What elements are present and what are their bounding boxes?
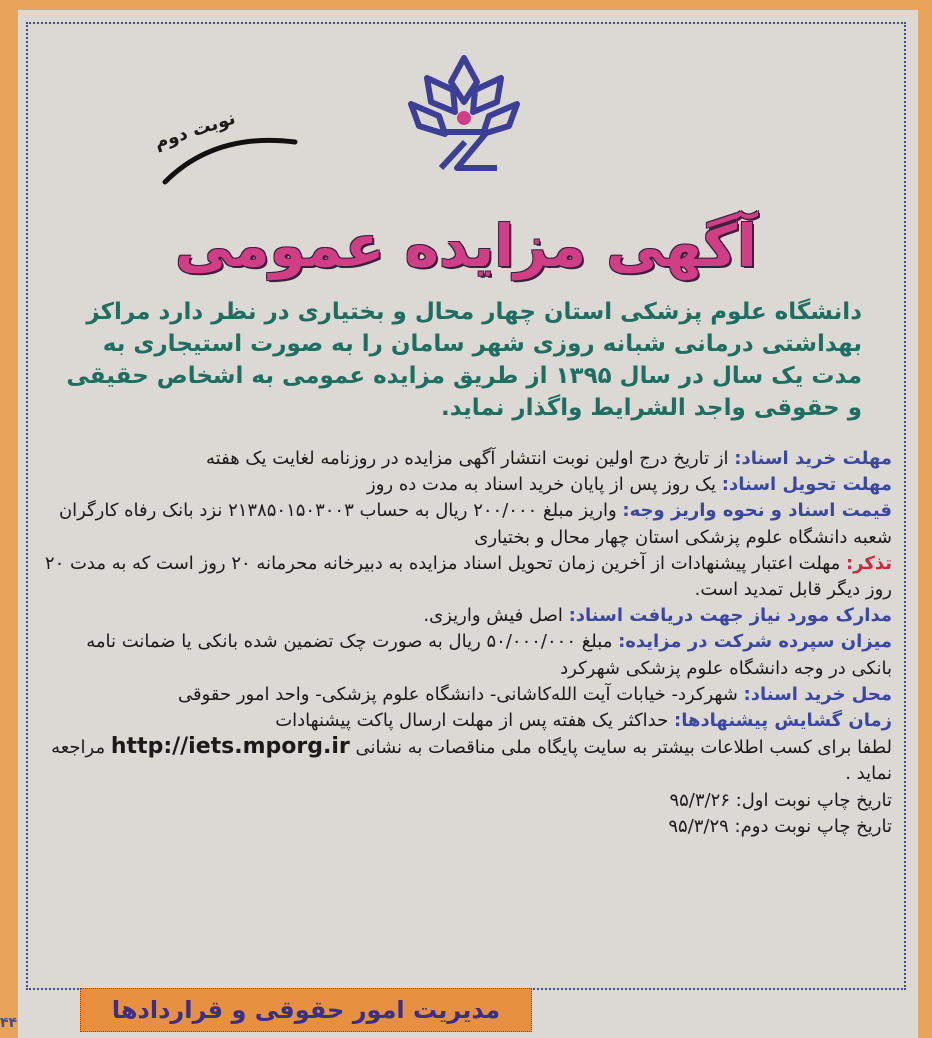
info-row	[42, 734, 892, 787]
reminder-row	[42, 551, 892, 603]
price-text: واریز مبلغ ۲۰۰/۰۰۰ ریال به حساب ۲۱۳۸۵۰۱۵۰۳۰۰۳ نزد بانک رفاه کارگران شعبه دانشگاه علوم پزشکی استان چهار محال و بختیاری	[58, 500, 892, 548]
page-title: آگهی مزایده عمومی	[175, 212, 757, 280]
footer-signature: مدیریت امور حقوقی و قراردادها	[80, 988, 532, 1032]
deposit-row	[42, 629, 892, 681]
round-label: نوبت دوم	[151, 107, 238, 154]
print-date-1: تاریخ چاپ نوبت اول: ۹۵/۳/۲۶	[669, 789, 892, 811]
price-row	[42, 498, 892, 550]
info-text: لطفا برای کسب اطلاعات بیشتر به سایت پایگاه ملی مناقصات به نشانی	[355, 737, 892, 759]
url-suffix: مراجعه نماید .	[51, 737, 892, 785]
university-logo-icon	[405, 50, 523, 180]
location-text: شهرکرد- خیابات آیت الله‌کاشانی- دانشگاه علوم پزشکی- واحد امور حقوقی	[178, 683, 738, 705]
website-link[interactable]: http://iets.mporg.ir	[110, 734, 350, 760]
opening-label: زمان گشایش پیشنهادها:	[674, 710, 892, 732]
purchase-deadline-text: از تاریخ درج اولین نوبت انتشار آگهی مزایده در روزنامه لغایت یک هفته	[206, 448, 729, 469]
documents-text: اصل فیش واریزی.	[423, 605, 563, 627]
location-row	[42, 682, 892, 708]
purchase-deadline-row	[42, 446, 892, 472]
round-marker	[145, 102, 305, 192]
deposit-label: میزان سپرده شرکت در مزایده:	[618, 631, 892, 653]
print-date-2: تاریخ چاپ نوبت دوم: ۹۵/۳/۲۹	[668, 815, 892, 837]
delivery-deadline-label: مهلت تحویل اسناد:	[721, 474, 892, 496]
location-label: محل خرید اسناد:	[743, 683, 892, 705]
intro-paragraph: دانشگاه علوم پزشکی استان چهار محال و بختیاری در نظر دارد مراکز بهداشتی درمانی شبانه روزی شهر سامان را به صورت استیجاری به مدت یک سال در سال ۱۳۹۵ از طریق مزایده عمومی به اشخاص حقیقی و حقوقی واجد الشرایط واگذار نماید.	[66, 299, 862, 421]
page-number: ۴۴	[0, 1015, 18, 1031]
delivery-deadline-row	[42, 472, 892, 498]
opening-row	[42, 708, 892, 734]
deposit-text: مبلغ ۵۰/۰۰۰/۰۰۰ ریال به صورت چک تضمین شده بانکی یا ضمانت نامه بانکی در وجه دانشگاه علوم پزشکی شهرکرد	[86, 631, 892, 679]
notice-body	[42, 446, 892, 840]
purchase-deadline-label: مهلت خرید اسناد:	[734, 448, 892, 469]
documents-row	[42, 603, 892, 629]
documents-label: مدارک مورد نیاز جهت دریافت اسناد:	[568, 605, 892, 627]
opening-text: حداکثر یک هفته پس از مهلت ارسال پاکت پیشنهادات	[275, 710, 669, 732]
reminder-label: تذکر:	[845, 552, 892, 574]
reminder-text: مهلت اعتبار پیشنهادات از آخرین زمان تحویل اسناد مزایده به دبیرخانه محرمانه ۲۰ روز است که به مدت ۲۰ روز دیگر قابل تمدید است.	[44, 552, 892, 601]
price-label: قیمت اسناد و نحوه واریز وجه:	[622, 500, 892, 522]
delivery-deadline-text: یک روز پس از پایان خرید اسناد به مدت ده روز	[367, 474, 717, 496]
